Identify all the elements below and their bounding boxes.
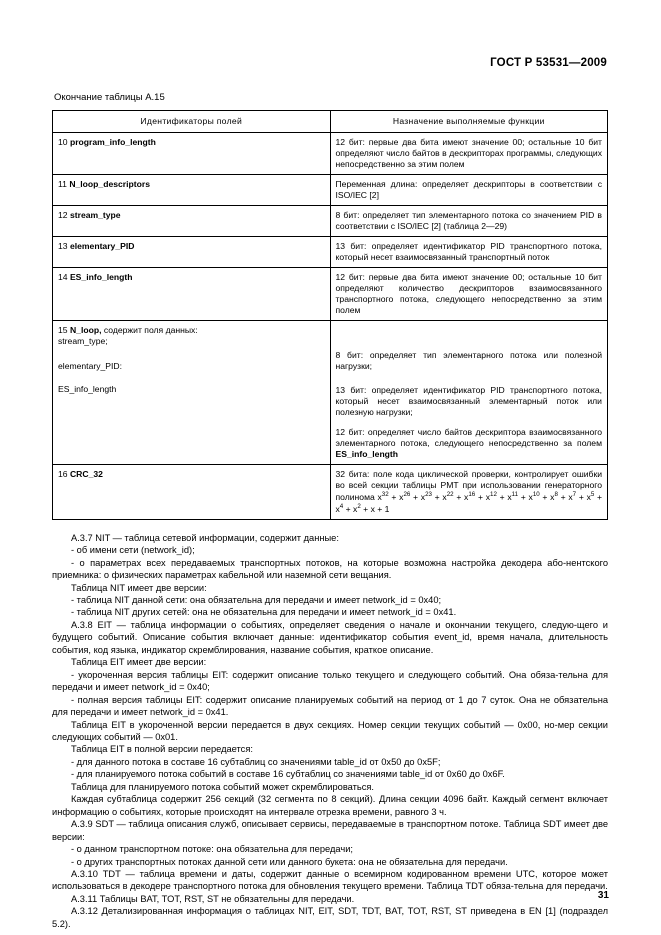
paragraph: Таблица EIT в укороченной версии передается в двух секциях. Номер секции текущих событий — 0x00, но-мер секции следующих событий — 0x01. bbox=[52, 719, 608, 742]
field-description-cell: 13 бит: определяет идентификатор PID транспортного потока, который несет взаимосвязанный транспортный поток bbox=[330, 237, 608, 268]
row-number: 16 bbox=[58, 469, 70, 479]
table-row bbox=[53, 465, 608, 520]
crc-polynomial: $^{32} + x^{26} + x^{23} + x^{22} + x^{16} + x^{12} + x^{11} + x^{10} + x^8 + x^7 + x^5 + x^4 + x^2 + x + 1$ bbox=[335, 491, 603, 514]
paragraph: - таблица NIT данной сети: она обязательна для передачи и имеет network_id = 0x40; bbox=[71, 594, 442, 605]
field-name: CRC_32 bbox=[69, 469, 103, 479]
paragraph: - для данного потока в составе 16 субтаблиц со значениями table_id от 0x50 до 0x5F; bbox=[71, 756, 441, 767]
table-row bbox=[53, 206, 608, 237]
field-identifier-cell bbox=[53, 133, 331, 175]
table-row bbox=[53, 175, 608, 206]
paragraph: - об имени сети (network_id); bbox=[71, 545, 195, 556]
field-identifier-cell bbox=[53, 268, 331, 321]
description-text: 12 бит: определяет число байтов дескриптора взаимосвязанного элементарного потока, следующего непосредственно за полем bbox=[335, 427, 602, 448]
field-description-cell: 8 бит: определяет тип элементарного потока со значением PID в соответствии с ISO/IEC [2] (таблица 2—29) bbox=[330, 206, 608, 237]
row-number: 14 bbox=[58, 272, 70, 282]
paragraph: - о параметрах всех передаваемых транспортных потоков, на которые возможна настройка декодера або-нентского приемника: о физических параметрах кабельной или наземной сети вещания. bbox=[52, 557, 608, 581]
paragraph: - о данном транспортном потоке: она обязательна для передачи; bbox=[71, 844, 353, 855]
paragraph: Таблица EIT имеет две версии: bbox=[71, 657, 207, 668]
body-text bbox=[52, 532, 608, 931]
row-number: 11 bbox=[58, 179, 70, 189]
description-text: 32 бита: поле кода циклической проверки, контролирует ошибки во всей секции таблицы PMT при использовании генераторного полинома x bbox=[335, 469, 602, 502]
table-header-row bbox=[53, 111, 608, 133]
table-row bbox=[53, 133, 608, 175]
table-row bbox=[53, 237, 608, 268]
field-name-suffix: содержит поля данных: bbox=[101, 325, 198, 335]
column-header-purpose: Назначение выполняемые функции bbox=[330, 111, 608, 133]
table-row bbox=[53, 268, 608, 321]
table-row bbox=[53, 321, 608, 465]
field-identifier-cell bbox=[53, 321, 331, 465]
paragraph: Таблица NIT имеет две версии: bbox=[71, 582, 207, 593]
description-line: 8 бит: определяет тип элементарного потока или полезной нагрузки; bbox=[335, 350, 602, 371]
field-name: N_loop_descriptors bbox=[69, 179, 151, 189]
field-name: elementary_PID bbox=[69, 241, 135, 251]
paragraph: Таблица для планируемого потока событий может скремблироваться. bbox=[71, 781, 375, 792]
field-title-line bbox=[58, 325, 325, 336]
field-identifier-cell bbox=[53, 175, 331, 206]
description-line bbox=[336, 427, 603, 460]
paragraph: А.3.12 Детализированная информация о таблицах NIT, EIT, SDT, TDT, BAT, TOT, RST, ST приведена в EN [1] (подраздел 5.2). bbox=[52, 906, 608, 929]
paragraph: А.3.7 NIT — таблица сетевой информации, содержит данные: bbox=[71, 532, 339, 543]
page-title: ГОСТ Р 53531—2009 bbox=[490, 57, 607, 69]
row-number: 15 bbox=[58, 325, 70, 335]
column-header-fields: Идентификаторы полей bbox=[53, 111, 331, 133]
paragraph: Каждая субтаблица содержит 256 секций (32 сегмента по 8 секций). Длина секции 4096 байт. Каждый сегмент включает информацию о событиях, которые происходят на интервале отрезка времени, равного 3 ч. bbox=[52, 794, 608, 817]
field-identifier-cell bbox=[53, 237, 331, 268]
field-subitem: ES_info_length bbox=[58, 384, 117, 394]
field-identifier-cell bbox=[53, 465, 331, 520]
paragraph: - таблица NIT других сетей: она не обязательна для передачи и имеет network_id = 0x41. bbox=[71, 607, 457, 618]
description-bold-term: ES_info_length bbox=[335, 449, 399, 459]
paragraph: - полная версия таблицы EIT: содержит описание планируемых событий на период от 1 до 7 суток. Она не обязательна для передачи и имеет network_id = 0x41. bbox=[52, 694, 608, 718]
fields-table bbox=[52, 110, 608, 520]
field-subitem: elementary_PID: bbox=[58, 361, 123, 371]
paragraph: - для планируемого потока событий в составе 16 субтаблиц со значениями table_id от 0x60 до 0x6F. bbox=[71, 769, 505, 780]
field-subitem: stream_type; bbox=[58, 336, 108, 346]
field-description-cell bbox=[330, 321, 608, 465]
field-name: ES_info_length bbox=[69, 272, 133, 282]
paragraph: - укороченная версия таблицы EIT: содержит описание только текущего и следующего событий. Она обяза-тельна для передачи и имеет network_id = 0x40; bbox=[52, 669, 608, 693]
field-description-cell bbox=[330, 465, 608, 520]
paragraph: А.3.11 Таблицы BAT, TOT, RST, ST не обязательны для передачи. bbox=[71, 893, 355, 904]
field-description-cell: 12 бит: первые два бита имеют значение 00; остальные 10 бит определяют число байтов в дескрипторах программы, следующих непосредственно за этим полем bbox=[330, 133, 608, 175]
page-number: 31 bbox=[597, 890, 609, 901]
field-identifier-cell bbox=[53, 206, 331, 237]
description-line: 13 бит: определяет идентификатор PID транспортного потока, который несет взаимосвязанный элементарный поток или полезную нагрузки; bbox=[335, 385, 602, 417]
paragraph: А.3.9 SDT — таблица описания служб, описывает сервисы, передаваемые в транспортном потоке. Таблица SDT имеет две версии: bbox=[52, 819, 608, 842]
paragraph: А.3.8 EIT — таблица информации о событиях, определяет сведения о начале и окончании текущего, следую-щего и будущего событий. Описание события включает данные: идентификатор события event_id, время начала, длительность события, код языка, индикатор скремблирования, название события, краткое описание. bbox=[52, 619, 608, 655]
field-description-cell: Переменная длина: определяет дескрипторы в соответствии с ISO/IEC [2] bbox=[330, 175, 608, 206]
field-name: N_loop, bbox=[69, 325, 102, 335]
field-description-cell: 12 бит: первые два бита имеют значение 00; остальные 10 бит определяют количество дескрипторов взаимосвязанного транспортного потока, следующего непосредственно за этим полем bbox=[330, 268, 608, 321]
row-number: 10 bbox=[58, 137, 70, 147]
paragraph: - о других транспортных потоках данной сети или данного букета: она не обязательна для передачи. bbox=[71, 856, 508, 867]
table-caption: Окончание таблицы А.15 bbox=[54, 92, 165, 103]
row-number: 13 bbox=[58, 241, 70, 251]
row-number: 12 bbox=[58, 210, 70, 220]
paragraph: Таблица EIT в полной версии передается: bbox=[71, 744, 253, 755]
paragraph: А.3.10 TDT — таблица времени и даты, содержит данные о всемирном кодированном времени UTC, которое может использоваться в декодере транспортного потока для обновления текущего времени. Таблица TDT обяза-тельна для передачи. bbox=[52, 868, 608, 892]
field-name: program_info_length bbox=[69, 137, 156, 147]
field-name: stream_type bbox=[69, 210, 121, 220]
